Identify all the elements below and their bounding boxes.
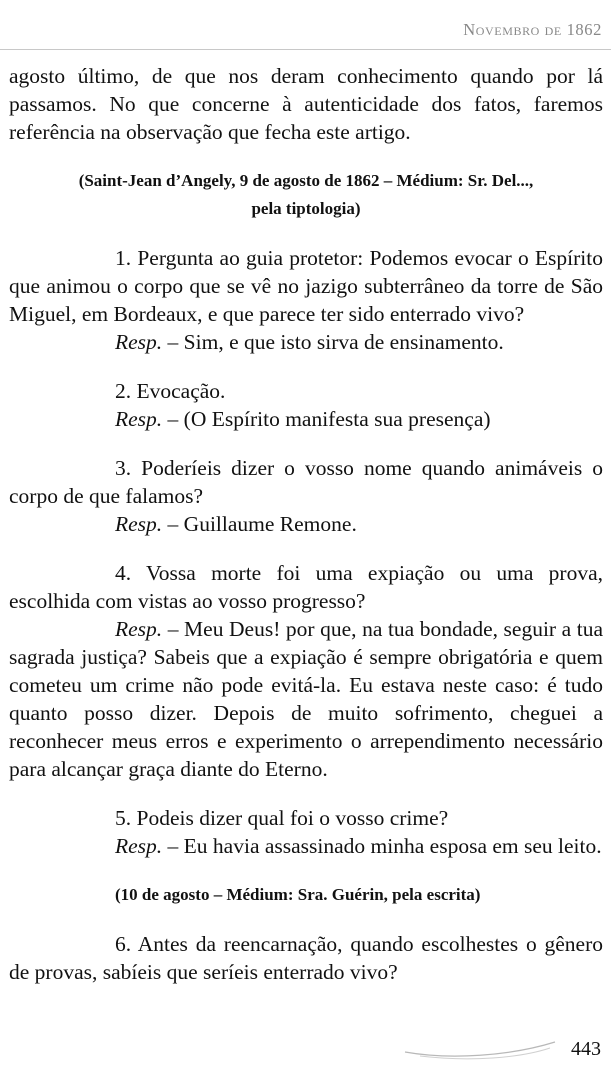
answer-4: Resp. – Meu Deus! por que, na tua bondade, seguir a tua sagrada justiça? Sabeis que a expiação é sempre obrigatória e quem cometeu um crime não pode evitá-la. Eu estava neste caso: é tudo quanto posso dizer. Depois de muito sofrimento, cheguei a reconhecer meus erros e experimento o arrependimento necessário para alcançar graça diante do Eterno. [9, 617, 603, 781]
paragraph-intro: agosto último, de que nos deram conhecimento quando por lá passamos. No que concerne à autenticidade dos fatos, faremos referência na observação que fecha este artigo. [9, 64, 603, 144]
resp-label: Resp. [115, 617, 163, 641]
page-body [9, 62, 603, 986]
session-heading-1-line1: (Saint-Jean d’Angely, 9 de agosto de 1862 – Médium: Sr. Del..., [78, 171, 534, 190]
session-heading-2: (10 de agosto – Médium: Sra. Guérin, pela escrita) [115, 885, 481, 904]
question-1: 1. Pergunta ao guia protetor: Podemos evocar o Espírito que animou o corpo que se vê no jazigo subterrâneo da torre de São Miguel, em Bordeaux, e que parece ter sido enterrado vivo? [9, 246, 603, 326]
answer-5: Resp. – Eu havia assassinado minha esposa em seu leito. [115, 834, 602, 858]
resp-label: Resp. [115, 330, 163, 354]
header-divider [0, 49, 611, 50]
question-5: 5. Podeis dizer qual foi o vosso crime? [115, 806, 449, 830]
session-heading-1 [9, 167, 603, 223]
resp-label: Resp. [115, 834, 163, 858]
answer-1: Resp. – Sim, e que isto sirva de ensinamento. [115, 330, 504, 354]
footer-ornament [400, 1036, 560, 1066]
answer-3: Resp. – Guillaume Remone. [115, 512, 357, 536]
question-3: 3. Poderíeis dizer o vosso nome quando animáveis o corpo de que falamos? [9, 456, 603, 508]
question-2: 2. Evocação. [115, 379, 226, 403]
page-number: 443 [571, 1038, 601, 1060]
running-header: Novembro de 1862 [463, 20, 602, 39]
resp-label: Resp. [115, 512, 163, 536]
question-6: 6. Antes da reencarnação, quando escolhestes o gênero de provas, sabíeis que seríeis enterrado vivo? [9, 932, 603, 984]
resp-label: Resp. [115, 407, 163, 431]
session-heading-1-line2: pela tiptologia) [251, 199, 361, 218]
answer-2: Resp. – (O Espírito manifesta sua presença) [115, 407, 491, 431]
question-4: 4. Vossa morte foi uma expiação ou uma prova, escolhida com vistas ao vosso progresso? [9, 561, 603, 613]
